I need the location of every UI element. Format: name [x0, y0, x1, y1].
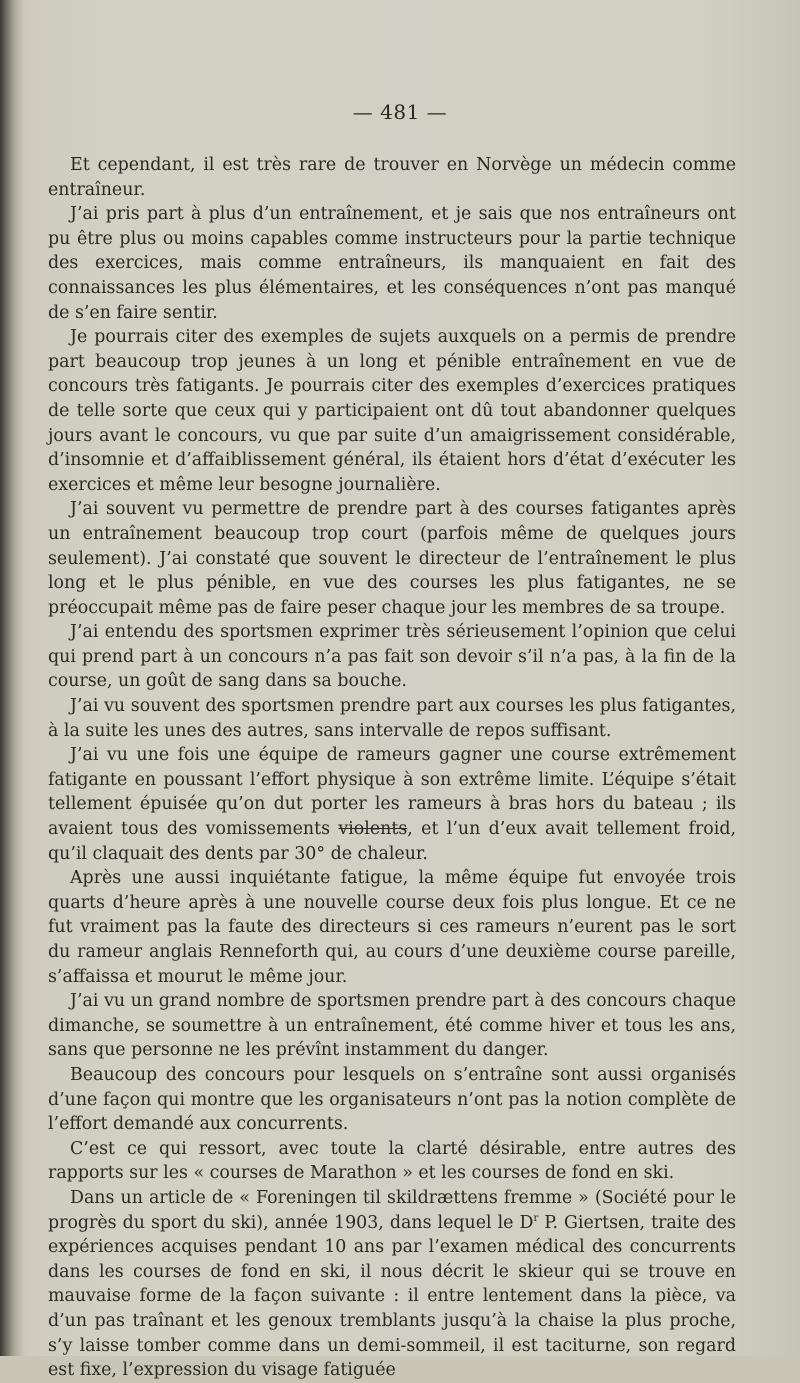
paragraph [48, 1186, 736, 1383]
paragraph: C’est ce qui ressort, avec toute la clarté désirable, entre autres des rapports sur les « courses de Marathon » et les courses de fond en ski. [48, 1138, 736, 1184]
paragraph: Beaucoup des concours pour lesquels on s’entraîne sont aussi organisés d’une façon qui montre que les organisateurs n’ont pas la notion complète de l’effort demandé aux concurrents. [48, 1064, 736, 1135]
paragraph: J’ai vu un grand nombre de sportsmen prendre part à des concours chaque dimanche, se soumettre à un entraînement, été comme hiver et tous les ans, sans que personne ne les prévînt instamment du danger. [48, 991, 736, 1061]
paragraph: Et cependant, il est très rare de trouver en Norvège un médecin comme entraîneur. [48, 155, 736, 200]
paragraph-text: J’ai vu une fois une équipe de rameurs gagner une course extrêmement fatigante en poussant l’effort physique à son extrême limite. L’équipe s’était tellement épuisée qu’on dut porter les rameurs à bras hors du bateau ; ils avaient tous des vomissements [48, 745, 736, 840]
body-text [48, 153, 736, 1383]
paragraph: J’ai entendu des sportsmen exprimer très sérieusement l’opinion que celui qui prend part à un concours n’a pas fait son devoir s’il n’a pas, à la fin de la course, un goût de sang dans sa bouche. [48, 622, 736, 692]
paragraph: Je pourrais citer des exemples de sujets auxquels on a permis de prendre part beaucoup trop jeunes à un long et pénible entraînement en vue de concours très fatigants. Je pourrais citer des exemples d’exercices pratiques de telle sorte que ceux qui y participaient ont dû tout abandonner quelques jours avant le concours, vu que par suite d’un amaigrissement considérable, d’insomnie et d’affaiblissement général, ils étaient hors d’état d’exécuter les exercices et même leur besogne journalière. [48, 327, 736, 495]
paragraph-text: P. Giertsen, traite des expériences acquises pendant 10 ans par l’examen médical des concurrents dans les courses de fond en ski, il nous décrit le skieur qui se trouve en mauvaise forme de la façon suivante : il entre lentement dans la pièce, va d’un pas traînant et les genoux tremblants jusqu’à la chaise la plus proche, s’y laisse tomber comme dans un demi-sommeil, il est taciturne, son regard est fixe, l’expression du visage fatiguée [48, 1212, 736, 1381]
paragraph: J’ai vu souvent des sportsmen prendre part aux courses les plus fatigantes, à la suite les unes des autres, sans intervalle de repos suffisant. [48, 696, 736, 741]
book-spine-shadow [0, 0, 22, 1356]
struck-word: violents [338, 819, 408, 840]
superscript: r [533, 1212, 539, 1224]
paragraph-text: , et l’un d’eux avait tellement froid, qu’il claquait des dents par 30° de chaleur. [48, 819, 736, 864]
paragraph: J’ai souvent vu permettre de prendre part à des courses fatigantes après un entraînement beaucoup trop court (parfois même de quelques jours seulement). J’ai constaté que souvent le directeur de l’entraînement le plus long et le plus pénible, en vue des courses les plus fatigantes, ne se préoccupait même pas de faire peser chaque jour les membres de sa troupe. [48, 499, 736, 618]
paragraph: Après une aussi inquiétante fatigue, la même équipe fut envoyée trois quarts d’heure après à une nouvelle course deux fois plus longue. Et ce ne fut vraiment pas la faute des directeurs si ces rameurs n’eurent pas le sort du rameur anglais Renneforth qui, au cours d’une deuxième course pareille, s’affaissa et mourut le même jour. [48, 868, 736, 987]
paragraph: J’ai pris part à plus d’un entraînement, et je sais que nos entraîneurs ont pu être plus ou moins capables comme instructeurs pour la partie technique des exercices, mais comme entraîneurs, ils manquaient en fait des connaissances les plus élémentaires, et les conséquences n’ont pas manqué de s’en faire sentir. [48, 204, 736, 323]
paragraph [48, 743, 736, 866]
page-number: — 481 — [352, 100, 448, 124]
paragraph-text: Dans un article de « Foreningen til skildrættens fremme » (Société pour le progrès du sport du ski), année 1903, dans lequel le D [48, 1187, 736, 1233]
